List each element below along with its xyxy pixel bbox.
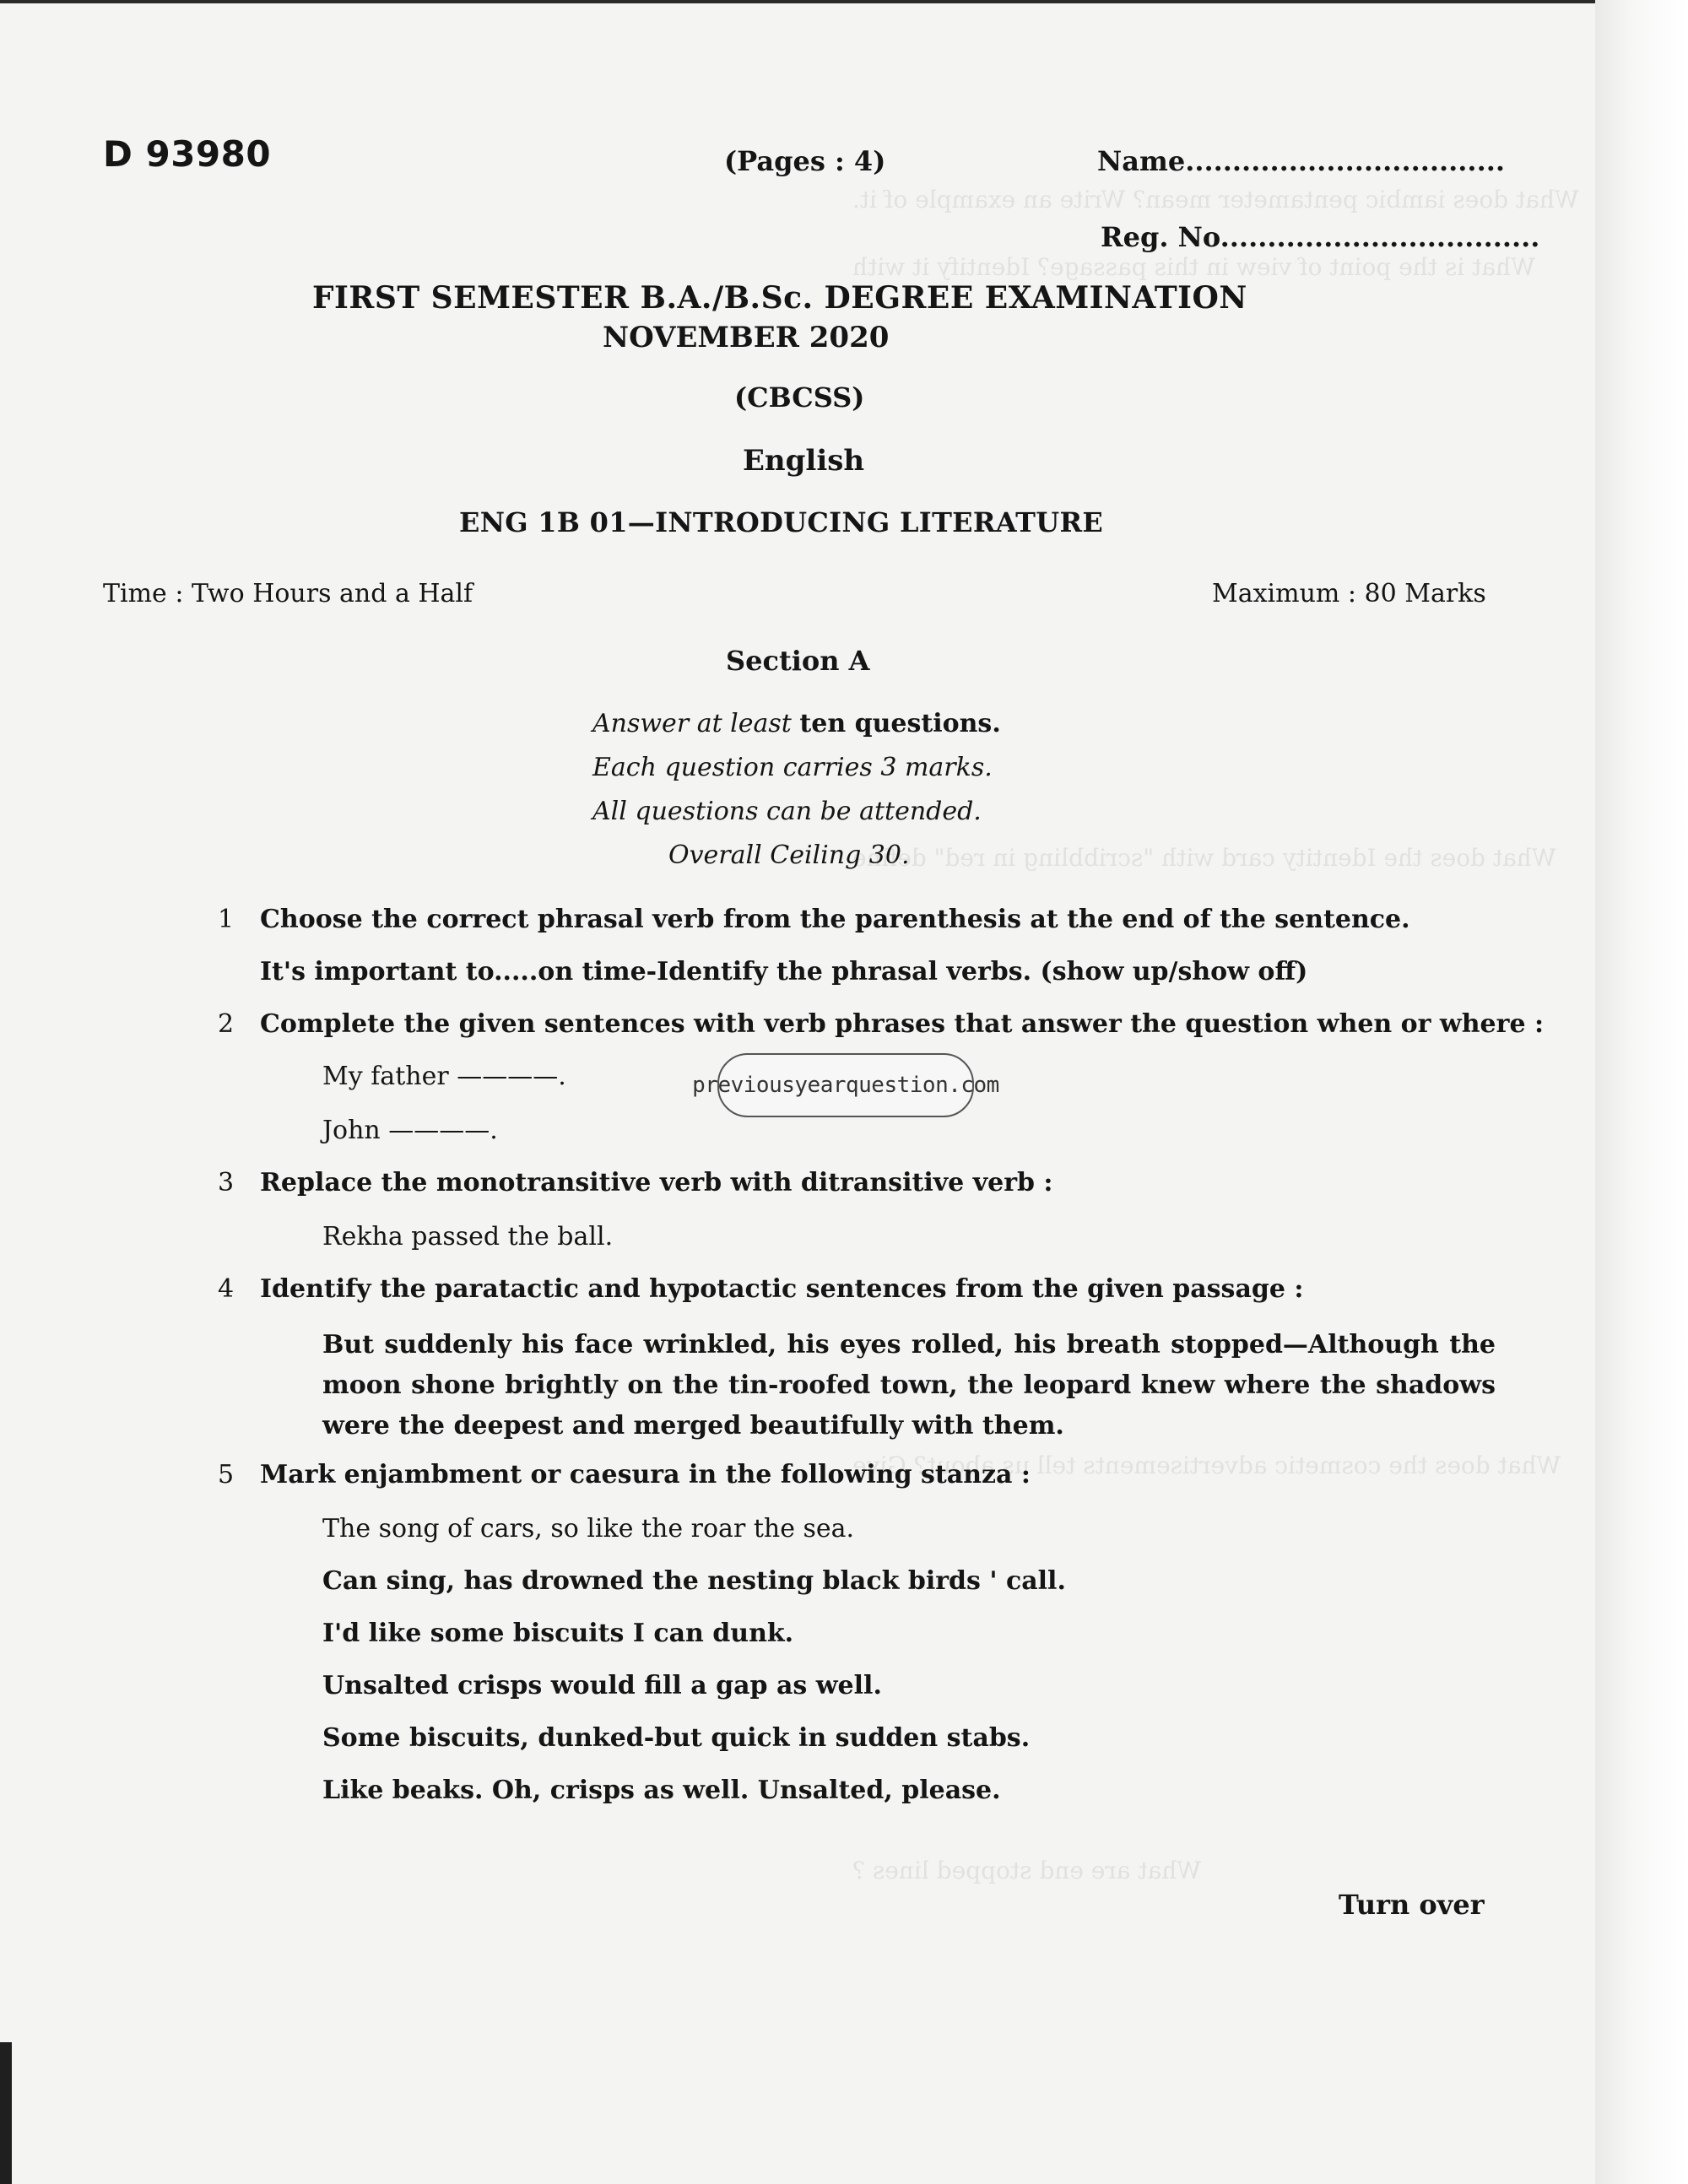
question-subtext: John ————. bbox=[322, 1116, 498, 1145]
question-subtext: It's important to.....on time-Identify the phrasal verbs. (show up/show off) bbox=[260, 957, 1308, 987]
section-instruction: Overall Ceiling 30. bbox=[668, 841, 910, 870]
stanza-line: I'd like some biscuits I can dunk. bbox=[322, 1619, 794, 1648]
reg-no-field-label: Reg. No.................................. bbox=[1101, 221, 1540, 253]
maximum-marks: Maximum : 80 Marks bbox=[1212, 579, 1486, 608]
question-number: 3 bbox=[218, 1168, 235, 1197]
stanza-line: Like beaks. Oh, crisps as well. Unsalted, please. bbox=[322, 1776, 1001, 1805]
question-text: Complete the given sentences with verb phrases that answer the question when or where : bbox=[260, 1009, 1545, 1039]
page-right-edge bbox=[1595, 0, 1688, 2184]
exam-session: NOVEMBER 2020 bbox=[603, 321, 890, 354]
question-text: Choose the correct phrasal verb from the parenthesis at the end of the sentence. bbox=[260, 905, 1410, 934]
section-instruction bbox=[592, 709, 1001, 738]
page-count: (Pages : 4) bbox=[724, 145, 886, 177]
exam-title: FIRST SEMESTER B.A./B.Sc. DEGREE EXAMINATION bbox=[312, 280, 1247, 316]
question-text: Identify the paratactic and hypotactic sentences from the given passage : bbox=[260, 1274, 1304, 1304]
section-instruction: All questions can be attended. bbox=[592, 797, 982, 826]
paper-title: ENG 1B 01—INTRODUCING LITERATURE bbox=[459, 506, 1104, 538]
stanza-line: Unsalted crisps would fill a gap as well. bbox=[322, 1671, 882, 1700]
exam-scheme: (CBCSS) bbox=[734, 381, 865, 414]
bleed-through-text: What is the point of view in this passage? Identify it with bbox=[852, 253, 1535, 281]
question-text: Replace the monotransitive verb with ditransitive verb : bbox=[260, 1168, 1053, 1197]
stanza-line: Some biscuits, dunked-but quick in sudden stabs. bbox=[322, 1723, 1031, 1753]
question-subtext: My father ————. bbox=[322, 1062, 566, 1091]
top-border-line bbox=[0, 0, 1595, 3]
bleed-through-text: What does iambic pentameter mean? Write an example of it. bbox=[852, 186, 1579, 214]
stanza-line: Can sing, has drowned the nesting black birds ' call. bbox=[322, 1566, 1066, 1596]
bleed-through-text: What does the cosmetic advertisements tell us about? Give bbox=[852, 1451, 1561, 1479]
exam-duration: Time : Two Hours and a Half bbox=[103, 579, 473, 608]
bleed-through-text: What are end stopped lines ? bbox=[852, 1857, 1202, 1884]
section-heading: Section A bbox=[726, 645, 870, 677]
watermark-text: previousyearquestion.com bbox=[692, 1073, 999, 1098]
instruction-emphasis: ten questions. bbox=[799, 709, 1001, 738]
question-subtext: Rekha passed the ball. bbox=[322, 1222, 614, 1251]
turn-over-note: Turn over bbox=[1339, 1889, 1485, 1921]
question-text: Mark enjambment or caesura in the following stanza : bbox=[260, 1460, 1031, 1489]
question-number: 1 bbox=[218, 905, 235, 934]
stanza-line: The song of cars, so like the roar the sea. bbox=[322, 1514, 855, 1543]
section-instruction: Each question carries 3 marks. bbox=[592, 753, 993, 782]
page-left-edge-shadow bbox=[0, 2042, 12, 2184]
question-number: 2 bbox=[218, 1009, 235, 1039]
watermark-stamp bbox=[692, 1053, 999, 1117]
question-passage: But suddenly his face wrinkled, his eyes rolled, his breath stopped—Although the moon shone brightly on the tin-roofed town, the leopard knew where the shadows were the deepest and merged beautifully with them. bbox=[322, 1330, 1496, 1441]
question-number: 4 bbox=[218, 1274, 235, 1304]
paper-code: D 93980 bbox=[103, 133, 272, 175]
subject-name: English bbox=[743, 444, 865, 478]
instruction-text: Answer at least bbox=[592, 709, 800, 738]
name-field-label: Name.................................. bbox=[1097, 145, 1505, 177]
bleed-through-text: What does the Identity card with "scribbling in red" define bbox=[852, 844, 1556, 872]
question-number: 5 bbox=[218, 1460, 235, 1489]
